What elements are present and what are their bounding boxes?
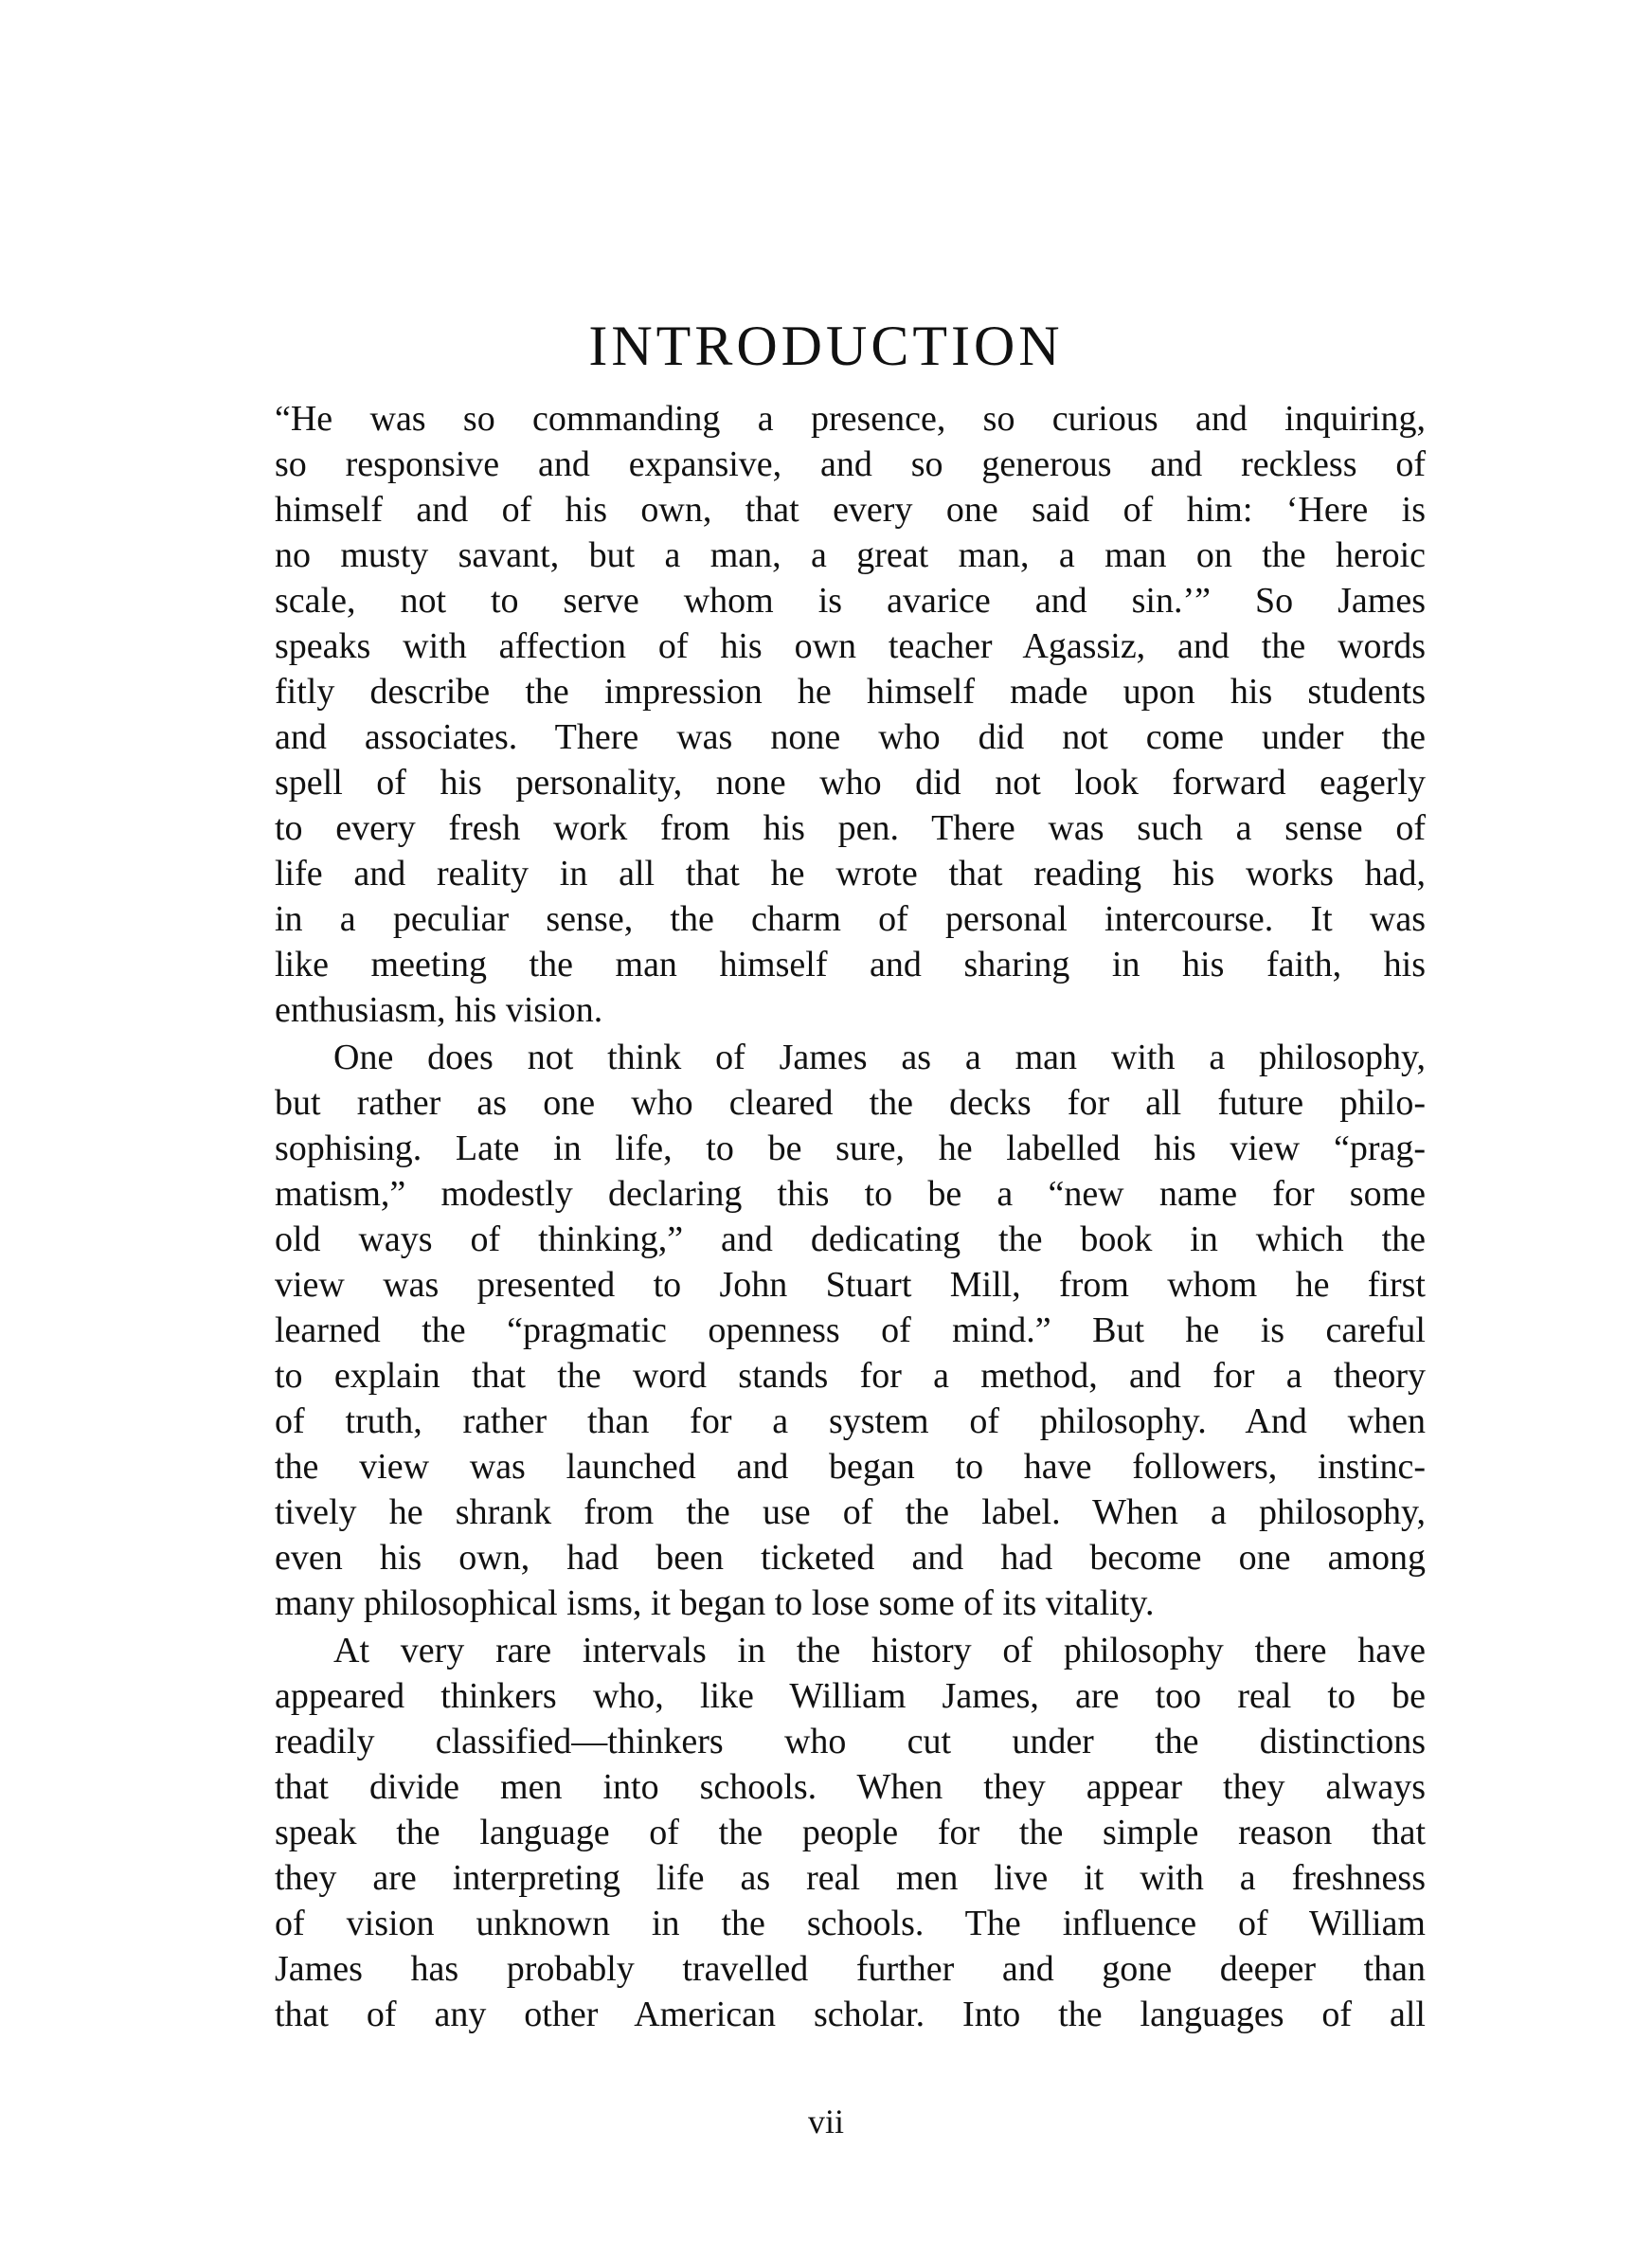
text-line: himself and of his own, that every one said of him: ‘Here is bbox=[275, 490, 1426, 530]
text-line: view was presented to John Stuart Mill, from whom he first bbox=[275, 1265, 1426, 1305]
text-line: tively he shrank from the use of the label. When a philosophy, bbox=[275, 1492, 1426, 1532]
text-line: enthusiasm, his vision. bbox=[275, 990, 603, 1030]
text-line: they are interpreting life as real men live it with a freshness bbox=[275, 1858, 1426, 1898]
text-line: At very rare intervals in the history of philosophy there have bbox=[333, 1631, 1426, 1670]
text-line: of truth, rather than for a system of philosophy. And when bbox=[275, 1401, 1426, 1441]
text-line: One does not think of James as a man with a philosophy, bbox=[333, 1038, 1426, 1077]
text-line: that of any other American scholar. Into the languages of all bbox=[275, 1995, 1426, 2034]
paragraph bbox=[275, 1628, 1426, 2037]
text-line: spell of his personality, none who did not look forward eagerly bbox=[275, 763, 1426, 803]
text-line: and associates. There was none who did not come under the bbox=[275, 717, 1426, 757]
text-line: speak the language of the people for the simple reason that bbox=[275, 1813, 1426, 1852]
text-line: speaks with affection of his own teacher Agassiz, and the words bbox=[275, 626, 1426, 666]
text-line: “He was so commanding a presence, so curious and inquiring, bbox=[275, 399, 1426, 439]
text-line: so responsive and expansive, and so generous and reckless of bbox=[275, 444, 1426, 484]
paragraph bbox=[275, 396, 1426, 1033]
paragraph bbox=[275, 1035, 1426, 1626]
text-line: that divide men into schools. When they appear they always bbox=[275, 1767, 1426, 1807]
text-line: no musty savant, but a man, a great man, a man on the heroic bbox=[275, 535, 1426, 575]
body-text bbox=[275, 396, 1426, 2037]
page-number: vii bbox=[807, 2103, 844, 2140]
text-line: old ways of thinking,” and dedicating the book in which the bbox=[275, 1219, 1426, 1259]
text-line: to explain that the word stands for a method, and for a theory bbox=[275, 1356, 1426, 1396]
text-line: learned the “pragmatic openness of mind.” But he is careful bbox=[275, 1310, 1426, 1350]
text-line: James has probably travelled further and gone deeper than bbox=[275, 1949, 1426, 1989]
chapter-title: INTRODUCTION bbox=[588, 315, 1064, 377]
text-line: matism,” modestly declaring this to be a “new name for some bbox=[275, 1174, 1426, 1214]
text-line: of vision unknown in the schools. The influence of William bbox=[275, 1904, 1426, 1943]
text-line: readily classified—thinkers who cut under the distinctions bbox=[275, 1722, 1426, 1761]
text-line: like meeting the man himself and sharing in his faith, his bbox=[275, 945, 1426, 984]
text-line: many philosophical isms, it began to lose some of its vitality. bbox=[275, 1583, 1155, 1623]
text-line: appeared thinkers who, like William James, are too real to be bbox=[275, 1676, 1426, 1716]
text-line: scale, not to serve whom is avarice and sin.’” So James bbox=[275, 581, 1426, 621]
text-line: fitly describe the impression he himself made upon his students bbox=[275, 672, 1426, 712]
text-line: in a peculiar sense, the charm of personal intercourse. It was bbox=[275, 899, 1426, 939]
text-line: to every fresh work from his pen. There was such a sense of bbox=[275, 808, 1426, 848]
text-line: life and reality in all that he wrote that reading his works had, bbox=[275, 854, 1426, 894]
text-line: sophising. Late in life, to be sure, he labelled his view “prag- bbox=[275, 1128, 1426, 1168]
text-line: the view was launched and began to have followers, instinc- bbox=[275, 1447, 1426, 1487]
text-line: even his own, had been ticketed and had become one among bbox=[275, 1538, 1426, 1578]
text-line: but rather as one who cleared the decks for all future philo- bbox=[275, 1083, 1426, 1123]
